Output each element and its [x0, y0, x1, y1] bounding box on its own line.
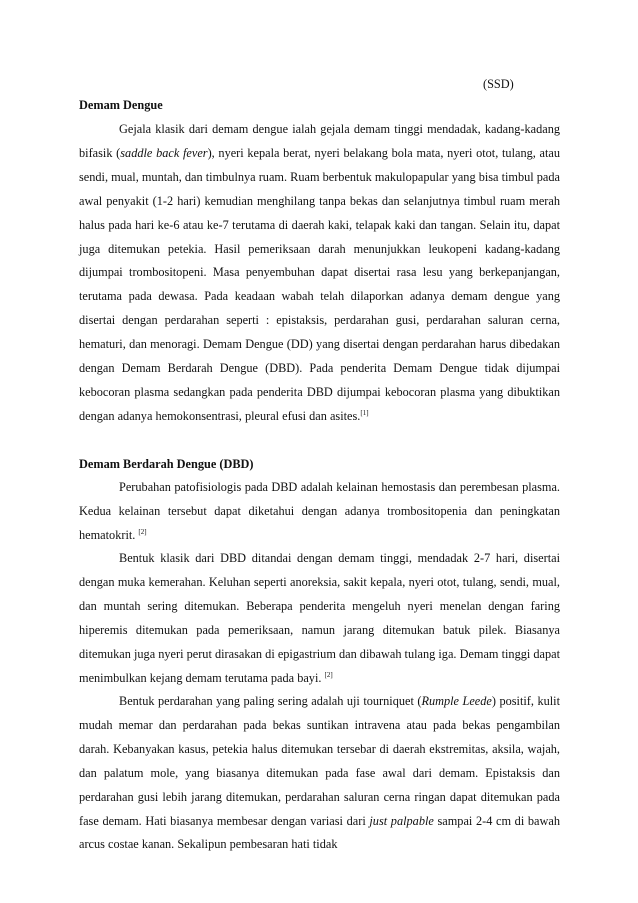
- paragraph-dbd-perdarahan: [79, 690, 560, 857]
- text-run: Gejala klasik dari demam dengue ialah gejala demam tinggi mendadak, kadang-kadang bifasik (: [79, 122, 560, 160]
- reference-marker: [2]: [138, 527, 147, 536]
- italic-term: Rumple Leede: [421, 694, 492, 708]
- section-heading-demam-dengue: Demam Dengue: [79, 98, 163, 112]
- text-run: Bentuk perdarahan yang paling sering adalah uji tourniquet (: [119, 694, 422, 708]
- paragraph-dbd-bentuk-klasik: [79, 547, 560, 690]
- reference-marker: [1]: [360, 408, 369, 417]
- text-run: ), nyeri kepala berat, nyeri belakang bola mata, nyeri otot, tulang, atau sendi, mual, muntah, dan timbulnya ruam. Ruam berbentuk makulopapular yang bisa timbul pada awal penyakit (1-2 hari) kemudian menghilang tanpa bekas dan selanjutnya timbul ruam merah halus pada hari ke-6 atau ke-7 terutama di daerah kaki, telapak kaki dan tangan. Selain itu, dapat juga ditemukan petekia. Hasil pemeriksaan darah menunjukkan leukopeni kadang-kadang dijumpai trombositopeni. Masa penyembuhan dapat disertai rasa lesu yang berkepanjangan, terutama pada dewasa. Pada keadaan wabah telah dilaporkan adanya demam dengue yang disertai dengan perdarahan seperti : epistaksis, perdarahan gusi, perdarahan saluran cerna, hematuri, dan menoragi. Demam Dengue (DD) yang disertai dengan perdarahan harus dibedakan dengan Demam Berdarah Dengue (DBD). Pada penderita Demam Dengue tidak dijumpai kebocoran plasma sedangkan pada penderita DBD dijumpai kebocoran plasma yang dibuktikan dengan adanya hemokonsentrasi, pleural efusi dan asites.: [79, 145, 560, 423]
- italic-term: just palpable: [369, 813, 434, 828]
- text-run: sampai 2-4 cm di bawah arcus costae kanan. Sekalipun pembesaran hati tidak: [79, 813, 560, 852]
- text-run: Perubahan patofisiologis pada DBD adalah kelainan hemostasis dan perembesan plasma. Kedua kelainan tersebut dapat diketahui dengan adanya trombositopenia dan peningkatan hematokrit.: [79, 480, 560, 542]
- reference-marker: [2]: [324, 670, 333, 679]
- paragraph-dbd-patofisiologi: [79, 476, 560, 548]
- paragraph-demam-dengue: [79, 118, 560, 429]
- header-note: (SSD): [483, 77, 514, 91]
- text-run: Bentuk klasik dari DBD ditandai dengan demam tinggi, mendadak 2-7 hari, disertai dengan muka kemerahan. Keluhan seperti anoreksia, sakit kepala, nyeri otot, tulang, sendi, mual, dan muntah sering ditemukan. Beberapa penderita mengeluh nyeri menelan dengan faring hiperemis ditemukan pada pemeriksaan, namun jarang ditemukan batuk pilek. Biasanya ditemukan juga nyeri perut dirasakan di epigastrium dan dibawah tulang iga. Demam tinggi dapat menimbulkan kejang demam terutama pada bayi.: [79, 551, 560, 685]
- section-heading-dbd: Demam Berdarah Dengue (DBD): [79, 457, 254, 471]
- text-run: ) positif, kulit mudah memar dan perdarahan pada bekas suntikan intravena atau pada bekas pengambilan darah. Kebanyakan kasus, petekia halus ditemukan tersebar di daerah ekstremitas, aksila, wajah, dan palatum mole, yang biasanya ditemukan pada fase awal dari demam. Epistaksis dan perdarahan gusi lebih jarang ditemukan, perdarahan saluran cerna ringan dapat ditemukan pada fase demam. Hati biasanya membesar dengan variasi dari: [79, 694, 560, 828]
- italic-term: saddle back fever: [120, 145, 208, 160]
